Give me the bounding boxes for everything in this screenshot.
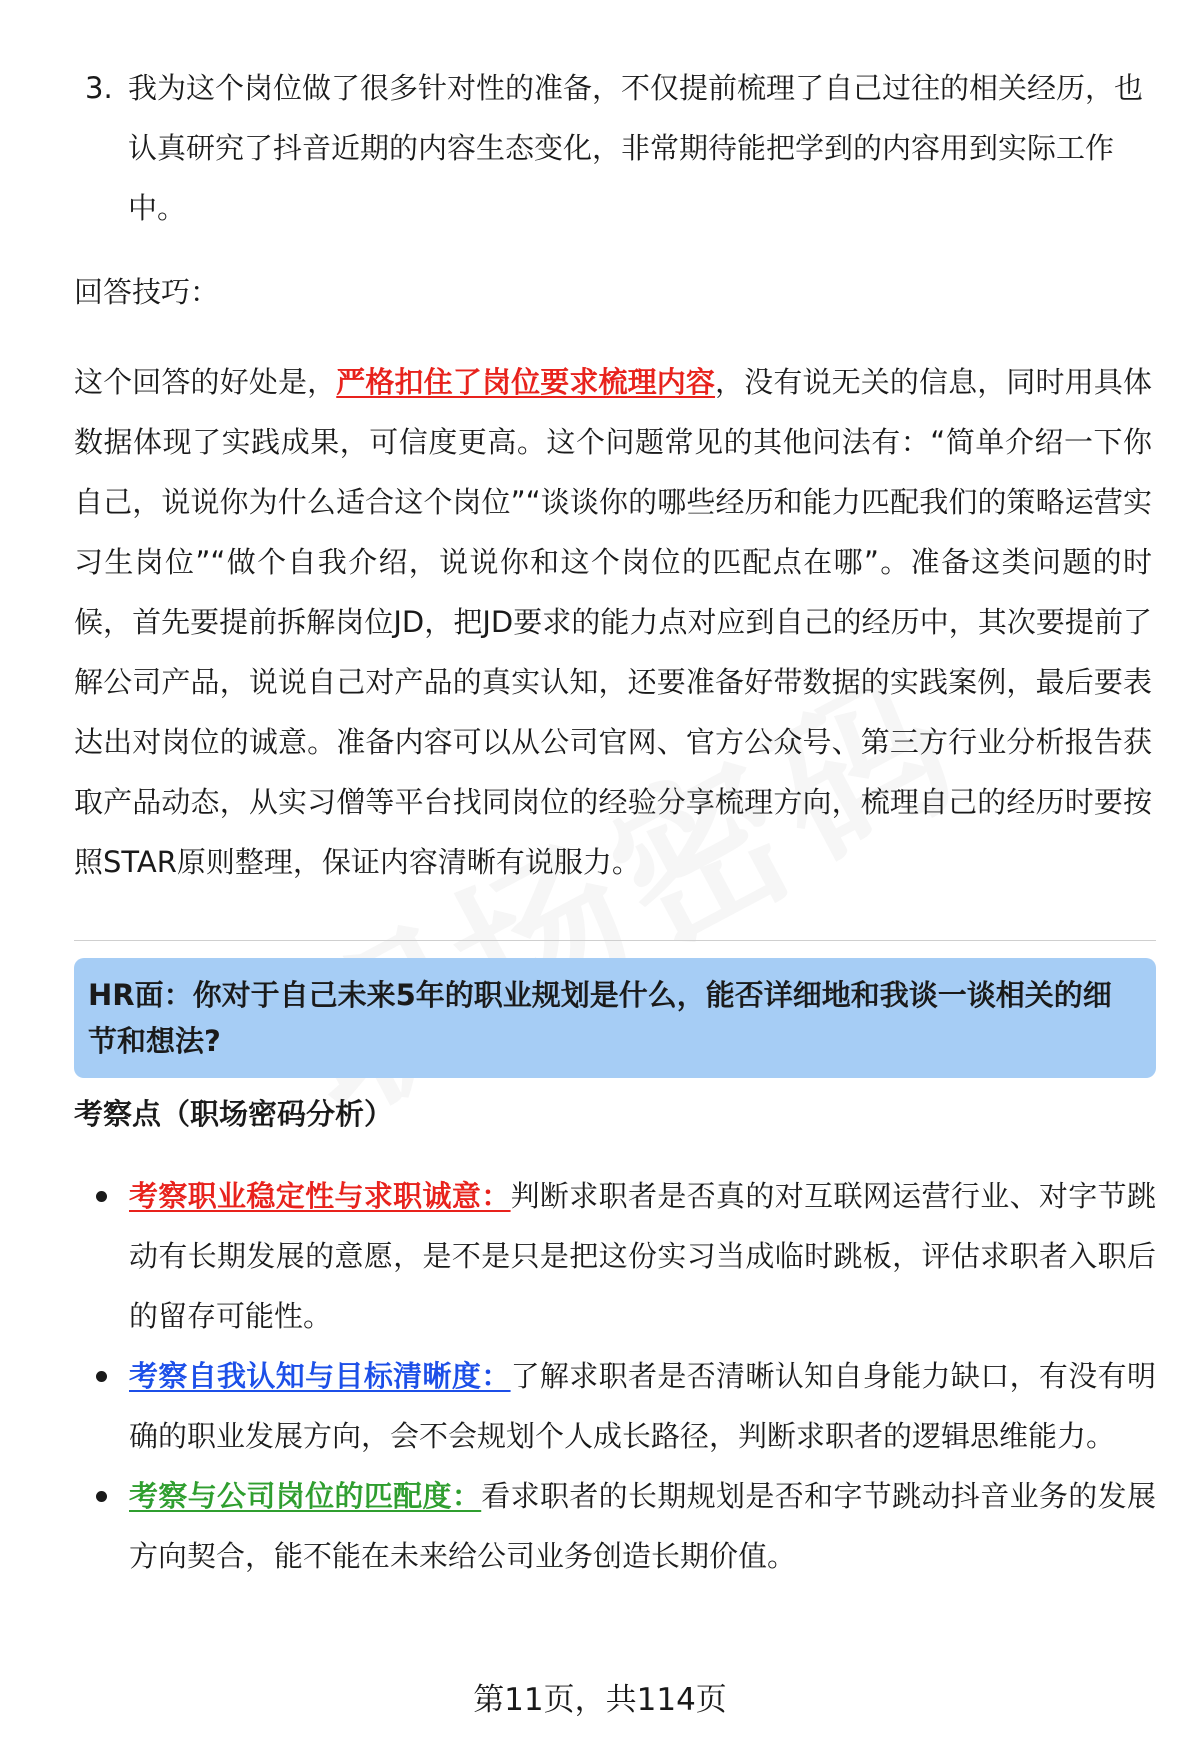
page-footer: 第11页，共114页 — [473, 1682, 727, 1718]
bullet-item-self-awareness — [74, 1346, 1156, 1466]
bullet-text: 了解求职者是否清晰认知自身能力缺口，有没有明确的职业发展方向，会不会规划个人成长路径，判断求职者的逻辑思维能力。 — [129, 1359, 1156, 1453]
bullet-dot-icon — [96, 1371, 107, 1382]
bullet-item-fit — [74, 1466, 1156, 1586]
numbered-item-3 — [85, 58, 1145, 238]
tips-prefix: 这个回答的好处是， — [74, 365, 337, 399]
section-divider — [74, 940, 1156, 941]
item-number: 3. — [85, 71, 113, 105]
bullet-label: 考察职业稳定性与求职诚意： — [129, 1179, 511, 1213]
tips-paragraph — [74, 352, 1152, 892]
bullet-label: 考察与公司岗位的匹配度： — [129, 1479, 482, 1513]
question-box — [74, 958, 1156, 1078]
tips-highlight: 严格扣住了岗位要求梳理内容 — [336, 365, 716, 399]
bullet-dot-icon — [96, 1491, 107, 1502]
bullet-dot-icon — [96, 1191, 107, 1202]
bullet-item-stability — [74, 1166, 1156, 1346]
item-text: 我为这个岗位做了很多针对性的准备，不仅提前梳理了自己过往的相关经历，也认真研究了抖音近期的内容生态变化，非常期待能把学到的内容用到实际工作中。 — [128, 71, 1144, 225]
bullet-text: 判断求职者是否真的对互联网运营行业、对字节跳动有长期发展的意愿，是不是只是把这份实习当成临时跳板，评估求职者入职后的留存可能性。 — [129, 1179, 1156, 1333]
section-title: 考察点（职场密码分析） — [74, 1097, 394, 1131]
question-text: HR面：你对于自己未来5年的职业规划是什么，能否详细地和我谈一谈相关的细节和想法? — [88, 978, 1112, 1058]
tips-label: 回答技巧： — [74, 275, 220, 309]
bullet-label: 考察自我认知与目标清晰度： — [129, 1359, 511, 1393]
tips-rest: ，没有说无关的信息，同时用具体数据体现了实践成果，可信度更高。这个问题常见的其他问法有：“简单介绍一下你自己，说说你为什么适合这个岗位”“谈谈你的哪些经历和能力匹配我们的策略运营实习生岗位”“做个自我介绍，说说你和这个岗位的匹配点在哪”。准备这类问题的时候，首先要提前拆解岗位JD，把JD要求的能力点对应到自己的经历中，其次要提前了解公司产品，说说自己对产品的真实认知，还要准备好带数据的实践案例，最后要表达出对岗位的诚意。准备内容可以从公司官网、官方公众号、第三方行业分析报告获取产品动态，从实习僧等平台找同岗位的经验分享梳理方向，梳理自己的经历时要按照STAR原则整理，保证内容清晰有说服力。 — [74, 365, 1152, 879]
bullet-list — [74, 1166, 1156, 1586]
bullet-text: 看求职者的长期规划是否和字节跳动抖音业务的发展方向契合，能不能在未来给公司业务创造长期价值。 — [129, 1479, 1156, 1573]
